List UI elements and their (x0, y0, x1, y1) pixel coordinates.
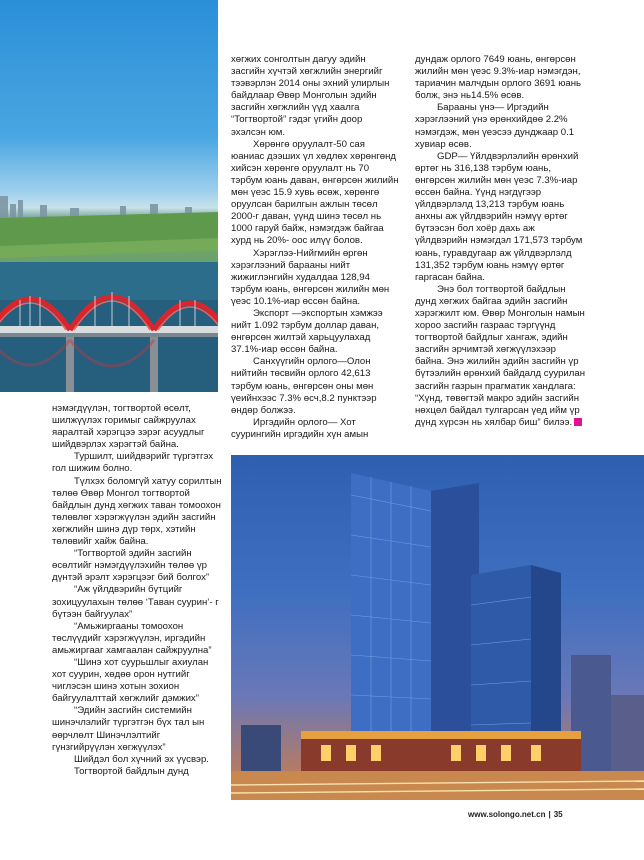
paragraph: GDP— Үйлдвэрлэлийн өрөнхий өртөг нь 316,138 тэрбум юань, өнгөрсөн жилийн мөн үеэс 7.3%-иар өссөн байна. Үүнд нэгдүгээр үйлдвэрлэлд 13,213 тэрбум юань анхны аж үйлдвэрийн нэмүү өртөг бүтээсэн бол хоёр дахь аж үйлдвэрийн нэмэгдэл 171,573 тэрбум юань, гуравдугаар аж үйлдвэрлэлд 131,352 тэрбум юань нэмүү өртөг гаргасан байна. (415, 150, 583, 283)
end-of-article-icon (574, 418, 582, 426)
paragraph: Иргэдийн орлого— Хот суурингийн иргэдийн хүн амын (231, 416, 369, 440)
paragraph: Түлхэх боломгүй хатуу сорилтын төлөө Өвөр Монгол тогтвортой байдлын дунд хөгжих таван томоохон төлөвлөг хэрэгжүүлэн эдийн засгийн хөгжлийн шинэ дүр төрх, хэтийн төлөвийг хайж байна. (52, 475, 222, 548)
paragraph: “Аж үйлдвэрийн бүтцийг зохицуулахын төлөө ‘Таван суурин’- г бүтээн байгуулах” (52, 584, 219, 620)
footer-separator: | (548, 810, 551, 819)
paragraph: Санхүүгийн орлого—Олон нийтийн төсвийн орлого 42,613 тэрбум юань, өнгөрсөн оны мөн үеийнхээс 7.3% өсч,8.2 пунктээр өндөр болжээ. (231, 356, 377, 416)
website-url: www.solongo.net.cn (468, 810, 546, 819)
paragraph-text: Энэ бол тогтвортой байдлын дунд хөгжих байгаа эдийн засгийн хэрэгжилт юм. Өвөр Монголын намын хороо засгийн газраас тэргүүнд тогтвортой байдлыг хангаж, эдийн засгийн эрчимтэй хөгжүүлэхээр байна. Энэ жилийн эдийн засгийн үр бүтээлийн өрөнхий байдалд суурилан засгийн газрын прагматик хандлага: “Хүнд, төвөгтэй макро эдийн засгийн нөхцөл байдал тулгарсан үед ийм үр дүнд хүрсэн нь хялбар биш” билээ. (415, 283, 586, 428)
paragraph: Тогтвортой байдлын дунд (74, 765, 189, 777)
paragraph: Шийдэл бол хүчний эх үүсвэр. (74, 753, 209, 765)
paragraph: дундаж орлого 7649 юань, өнгөрсөн жилийн мөн үеэс 9.3%-иар нэмэгдэн, тариачин малчдын орлого 3691 юань болж, энэ нь14.5% өсөв. (415, 54, 582, 102)
bridge-photo (0, 0, 218, 392)
article-column-right (415, 54, 587, 429)
paragraph: “Шинэ хот суурьшлыг ахиулан хот суурин, хөдөө орон нутгийг чиглэсэн шинэ хотын зохион байгуулалттай хөгжлийг дэмжих” (52, 656, 209, 705)
paragraph: “Эдийн засгийн системийн шинэчлэлийг түргэтгэн бүх тал ын өөрчлөлт Шинэчлэлтийг гүнзгийрүүлэн хөгжүүлэх” (52, 705, 205, 753)
article-column-left (52, 403, 222, 778)
paragraph: хөгжих сонголтын дагуу эдийн засгийн хүчтэй хөгжлийн энергийг тээвэрлэн 2014 оны эхний улирлын байдлаар Өвөр Монголын эдийн засгийн хөгжлийн үүд хаалга “Тогтвортой” гэдэг үгийн доор эхэлсэн юм. (231, 54, 390, 138)
page-number: 35 (553, 810, 563, 819)
page-footer (468, 810, 588, 819)
paragraph: Туршилт, шийдвэрийг түргэтгэх гол шижим болно. (52, 451, 214, 475)
paragraph: Барааны үнэ— Иргэдийн хэрэглээний үнэ өрөнхийдөө 2.2% нэмэгдэж, мөн үеэсээ дунджаар 0.1 хувиар өсөв. (415, 102, 575, 150)
paragraph: Хэрэглээ-Нийгмийн өргөн хэрэглээний барааны нийт жижиглэнгийн худалдаа 128,94 тэрбум юань, өнгөрсөн жилийн мөн үеэс 10.1%-иар өссөн байна. (231, 247, 390, 307)
paragraph: “Тогтвортой эдийн засгийн өсөлтийг нэмэгдүүлэхийн төлөө үр дүнтэй эрэлт хэрэгцээг бий болгох” (52, 548, 210, 584)
paragraph: Хөрөнгө оруулалт-50 сая юаниас дээших үл хөдлөх хөрөнгөнд хийсэн хөрөнгө оруулалт нь 70 тэрбум юань даван, өнгөрсөн жилийн мөн үеэс 15.9 хувь өсөж, хөрөнгө оруулсан барилгын ажлын төсөл 2000-г даван, үүнд шинэ төсөл нь 1000 гаруй байж, нэмэгдэж байгаа хурд нь 20%- оос илүү болов. (231, 138, 399, 247)
paragraph: Экспорт —экспортын хэмжээ нийт 1.092 тэрбум доллар даван, өнгөрсөн жилтэй харьцуулахад 37.1%-иар өссөн байна. (231, 307, 383, 356)
paragraph: “Амьжиргааны томоохон төслүүдийг хэрэгжүүлэн, иргэдийн амьжиргааг хамгаалан сайжруулна” (52, 620, 212, 656)
paragraph: нэмэгдүүлэн, тогтвортой өсөлт, шилжүүлэх горимыг сайжруулах яаралтай хэрэгцээ зэрэг асуудлыг шийдвэрлэх хэрэгтэй байна. (52, 403, 205, 451)
paragraph (415, 284, 587, 429)
article-column-middle (231, 54, 399, 441)
skyscraper-photo (231, 455, 644, 800)
